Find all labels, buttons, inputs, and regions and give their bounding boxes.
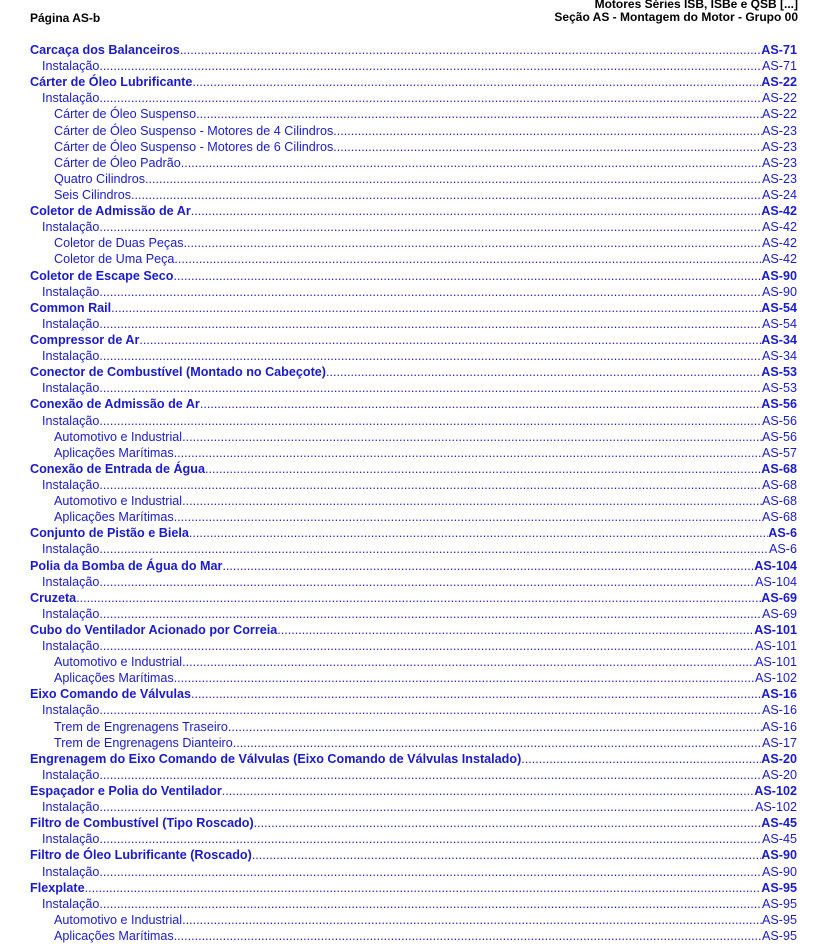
- toc-section-row[interactable]: [30, 590, 797, 606]
- toc-entry-link[interactable]: Filtro de Combustível (Tipo Roscado): [30, 816, 254, 831]
- dot-leader: [333, 139, 762, 155]
- toc-subsection-row[interactable]: [30, 767, 797, 783]
- page-number-link[interactable]: AS-34: [761, 349, 797, 364]
- toc-section-row[interactable]: [30, 42, 797, 58]
- toc-entry-link[interactable]: Aplicações Marítimas: [54, 510, 174, 525]
- page-number-link[interactable]: AS-53: [761, 381, 797, 396]
- toc-subsection-row[interactable]: [30, 477, 797, 493]
- dot-leader: [191, 203, 762, 219]
- toc-item-row[interactable]: [30, 654, 797, 670]
- page-number-link[interactable]: AS-95: [761, 896, 797, 911]
- dot-leader: [99, 638, 755, 654]
- toc-item-row[interactable]: [30, 251, 797, 267]
- toc-item-row[interactable]: [30, 509, 797, 525]
- toc-entry-link[interactable]: Cárter de Óleo Suspenso - Motores de 4 Cilindros: [54, 123, 334, 138]
- toc-section-row[interactable]: [30, 783, 797, 799]
- page-number-link[interactable]: AS-68: [761, 494, 797, 509]
- page-number-link[interactable]: AS-68: [761, 510, 797, 525]
- toc-entry-link[interactable]: Seis Cilindros: [54, 187, 131, 202]
- page-label: Página AS-b: [30, 11, 101, 25]
- dot-leader: [99, 606, 762, 622]
- toc-section-row[interactable]: [30, 74, 797, 90]
- toc-entry-link[interactable]: Cárter de Óleo Lubrificante: [30, 75, 193, 90]
- toc-entry-link[interactable]: Cárter de Óleo Suspenso - Motores de 6 Cilindros: [54, 139, 334, 154]
- toc-entry-link[interactable]: Compressor de Ar: [30, 332, 140, 347]
- page-number-link[interactable]: AS-6: [769, 542, 797, 557]
- toc-subsection-row[interactable]: [30, 284, 797, 300]
- toc-subsection-row[interactable]: [30, 606, 797, 622]
- toc-entry-link[interactable]: Cárter de Óleo Padrão: [54, 155, 181, 170]
- toc-subsection-row[interactable]: [30, 831, 797, 847]
- toc-entry-link[interactable]: Instalação: [42, 284, 100, 299]
- dot-leader: [205, 461, 761, 477]
- toc-entry-link[interactable]: Aplicações Marítimas: [54, 671, 174, 686]
- dot-leader: [99, 799, 755, 815]
- toc-entry-link[interactable]: Cubo do Ventilador Acionado por Correia: [30, 622, 278, 637]
- section-title: Seção AS - Montagem do Motor - Grupo 00: [554, 10, 798, 24]
- dot-leader: [99, 702, 762, 718]
- toc-entry-link[interactable]: Trem de Engrenagens Traseiro: [54, 719, 228, 734]
- dot-leader: [182, 429, 762, 445]
- toc-item-row[interactable]: [30, 171, 797, 187]
- dot-leader: [99, 896, 762, 912]
- dot-leader: [145, 171, 762, 187]
- dot-leader: [76, 590, 761, 606]
- toc-entry-link[interactable]: Instalação: [42, 542, 100, 557]
- page-number-link[interactable]: AS-102: [754, 671, 797, 686]
- page-number-link[interactable]: AS-56: [761, 397, 797, 412]
- dot-leader: [99, 380, 762, 396]
- toc-section-row[interactable]: [30, 558, 797, 574]
- toc-section-row[interactable]: [30, 461, 797, 477]
- toc-entry-link[interactable]: Cárter de Óleo Suspenso: [54, 107, 197, 122]
- toc-subsection-row[interactable]: [30, 90, 797, 106]
- dot-leader: [99, 574, 755, 590]
- page-number-link[interactable]: AS-57: [761, 445, 797, 460]
- toc-entry-link[interactable]: Aplicações Marítimas: [54, 929, 174, 944]
- dot-leader: [252, 847, 761, 863]
- page-number-link[interactable]: AS-23: [761, 155, 797, 170]
- toc-item-row[interactable]: [30, 912, 797, 928]
- page-number-link[interactable]: AS-90: [761, 848, 797, 863]
- toc-entry-link[interactable]: Instalação: [42, 220, 100, 235]
- dot-leader: [111, 300, 761, 316]
- toc-entry-link[interactable]: Common Rail: [30, 300, 112, 315]
- page-number-link[interactable]: AS-22: [761, 107, 797, 122]
- toc-entry-link[interactable]: Filtro de Óleo Lubrificante (Roscado): [30, 848, 252, 863]
- page-number-link[interactable]: AS-102: [754, 784, 797, 799]
- dot-leader: [521, 751, 761, 767]
- dot-leader: [181, 155, 762, 171]
- toc-section-row[interactable]: [30, 300, 797, 316]
- dot-leader: [182, 654, 755, 670]
- toc-entry-link[interactable]: Flexplate: [30, 880, 85, 895]
- page-number-link[interactable]: AS-95: [761, 929, 797, 944]
- toc-subsection-row[interactable]: [30, 896, 797, 912]
- page-number-link[interactable]: AS-6: [768, 526, 797, 541]
- dot-leader: [174, 445, 762, 461]
- toc-item-row[interactable]: [30, 187, 797, 203]
- page-number-link[interactable]: AS-102: [754, 800, 797, 815]
- dot-leader: [99, 219, 762, 235]
- toc-section-row[interactable]: [30, 332, 797, 348]
- toc-section-row[interactable]: [30, 880, 797, 896]
- dot-leader: [182, 912, 762, 928]
- dot-leader: [99, 316, 762, 332]
- toc-entry-link[interactable]: Quatro Cilindros: [54, 171, 145, 186]
- dot-leader: [180, 42, 761, 58]
- toc-item-row[interactable]: [30, 123, 797, 139]
- dot-leader: [184, 235, 762, 251]
- dot-leader: [191, 686, 761, 702]
- page-number-link[interactable]: AS-23: [761, 123, 797, 138]
- toc-entry-link[interactable]: Instalação: [42, 413, 100, 428]
- page-number-link[interactable]: AS-20: [761, 767, 797, 782]
- page-number-link[interactable]: AS-90: [761, 268, 797, 283]
- dot-leader: [254, 815, 762, 831]
- dot-leader: [189, 525, 768, 541]
- page-number-link[interactable]: AS-71: [761, 59, 797, 74]
- toc-entry-link[interactable]: Polia da Bomba de Água do Mar: [30, 558, 223, 573]
- dot-leader: [182, 493, 762, 509]
- page-number-link[interactable]: AS-45: [761, 832, 797, 847]
- dot-leader: [277, 622, 754, 638]
- manual-title: Motores Séries ISB, ISBe e QSB [...]: [594, 0, 798, 11]
- page-number-link[interactable]: AS-104: [754, 574, 797, 589]
- toc-entry-link[interactable]: Instalação: [42, 59, 100, 74]
- toc-subsection-row[interactable]: [30, 219, 797, 235]
- page-number-link[interactable]: AS-24: [761, 187, 797, 202]
- toc-subsection-row[interactable]: [30, 864, 797, 880]
- toc-subsection-row[interactable]: [30, 413, 797, 429]
- toc-entry-link[interactable]: Coletor de Escape Seco: [30, 268, 174, 283]
- table-of-contents: [30, 42, 797, 944]
- dot-leader: [333, 123, 762, 139]
- toc-entry-link[interactable]: Instalação: [42, 864, 100, 879]
- toc-entry-link[interactable]: Conector de Combustível (Montado no Cabeçote): [30, 365, 326, 380]
- toc-section-row[interactable]: [30, 525, 797, 541]
- toc-entry-link[interactable]: Automotivo e Industrial: [54, 912, 183, 927]
- toc-item-row[interactable]: [30, 155, 797, 171]
- toc-item-row[interactable]: [30, 445, 797, 461]
- dot-leader: [99, 541, 769, 557]
- page-number-link[interactable]: AS-20: [761, 751, 797, 766]
- page-number-link[interactable]: AS-34: [761, 332, 797, 347]
- dot-leader: [99, 58, 762, 74]
- dot-leader: [99, 90, 762, 106]
- page-number-link[interactable]: AS-16: [761, 719, 797, 734]
- toc-entry-link[interactable]: Instalação: [42, 639, 100, 654]
- toc-subsection-row[interactable]: [30, 58, 797, 74]
- dot-leader: [99, 348, 762, 364]
- toc-entry-link[interactable]: Automotivo e Industrial: [54, 429, 183, 444]
- page-number-link[interactable]: AS-90: [761, 864, 797, 879]
- toc-entry-link[interactable]: Instalação: [42, 574, 100, 589]
- page-number-link[interactable]: AS-54: [761, 316, 797, 331]
- toc-entry-link[interactable]: Instalação: [42, 91, 100, 106]
- dot-leader: [99, 477, 762, 493]
- page-number-link[interactable]: AS-69: [761, 606, 797, 621]
- toc-entry-link[interactable]: Automotivo e Industrial: [54, 494, 183, 509]
- page-number-link[interactable]: AS-104: [754, 558, 797, 573]
- toc-entry-link[interactable]: Conexão de Entrada de Água: [30, 461, 205, 476]
- page-number-link[interactable]: AS-95: [761, 912, 797, 927]
- page-number-link[interactable]: AS-56: [761, 413, 797, 428]
- toc-entry-link[interactable]: Engrenagem do Eixo Comando de Válvulas (Eixo Comando de Válvulas Instalado): [30, 751, 522, 766]
- toc-entry-link[interactable]: Cruzeta: [30, 590, 77, 605]
- page-number-link[interactable]: AS-23: [761, 171, 797, 186]
- toc-item-row[interactable]: [30, 719, 797, 735]
- toc-section-row[interactable]: [30, 847, 797, 863]
- page-number-link[interactable]: AS-42: [761, 236, 797, 251]
- dot-leader: [222, 558, 754, 574]
- toc-section-row[interactable]: [30, 364, 797, 380]
- dot-leader: [228, 719, 762, 735]
- toc-entry-link[interactable]: Instalação: [42, 767, 100, 782]
- page-header: [0, 0, 826, 30]
- toc-section-row[interactable]: [30, 751, 797, 767]
- toc-subsection-row[interactable]: [30, 638, 797, 654]
- dot-leader: [99, 767, 762, 783]
- page-number-link[interactable]: AS-45: [761, 816, 797, 831]
- toc-entry-link[interactable]: Instalação: [42, 606, 100, 621]
- toc-section-row[interactable]: [30, 815, 797, 831]
- toc-section-row[interactable]: [30, 268, 797, 284]
- dot-leader: [196, 106, 762, 122]
- toc-section-row[interactable]: [30, 622, 797, 638]
- toc-entry-link[interactable]: Trem de Engrenagens Dianteiro: [54, 735, 233, 750]
- toc-entry-link[interactable]: Carcaça dos Balanceiros: [30, 43, 180, 57]
- dot-leader: [173, 268, 761, 284]
- dot-leader: [99, 864, 762, 880]
- toc-entry-link[interactable]: Eixo Comando de Válvulas: [30, 687, 191, 702]
- page-number-link[interactable]: AS-101: [754, 655, 797, 670]
- toc-item-row[interactable]: [30, 670, 797, 686]
- page-number-link[interactable]: AS-16: [761, 687, 797, 702]
- page-number-link[interactable]: AS-22: [761, 75, 797, 90]
- page-number-link[interactable]: AS-68: [761, 461, 797, 476]
- toc-entry-link[interactable]: Coletor de Duas Peças: [54, 236, 184, 251]
- toc-item-row[interactable]: [30, 235, 797, 251]
- toc-entry-link[interactable]: Instalação: [42, 896, 100, 911]
- page-number-link[interactable]: AS-42: [761, 252, 797, 267]
- page-number-link[interactable]: AS-90: [761, 284, 797, 299]
- page-number-link[interactable]: AS-68: [761, 477, 797, 492]
- dot-leader: [85, 880, 762, 896]
- dot-leader: [174, 251, 762, 267]
- dot-leader: [174, 670, 755, 686]
- toc-subsection-row[interactable]: [30, 702, 797, 718]
- page-number-link[interactable]: AS-23: [761, 139, 797, 154]
- dot-leader: [174, 928, 762, 944]
- toc-item-row[interactable]: [30, 139, 797, 155]
- toc-entry-link[interactable]: Instalação: [42, 349, 100, 364]
- page-number-link[interactable]: AS-95: [761, 880, 797, 895]
- page-number-link[interactable]: AS-54: [761, 300, 797, 315]
- page-number-link[interactable]: AS-56: [761, 429, 797, 444]
- toc-item-row[interactable]: [30, 429, 797, 445]
- toc-item-row[interactable]: [30, 735, 797, 751]
- page-number-link[interactable]: AS-53: [761, 365, 797, 380]
- page-number-link[interactable]: AS-69: [761, 590, 797, 605]
- toc-section-row[interactable]: [30, 203, 797, 219]
- page-number-link[interactable]: AS-22: [761, 91, 797, 106]
- toc-entry-link[interactable]: Instalação: [42, 381, 100, 396]
- toc-subsection-row[interactable]: [30, 799, 797, 815]
- page-number-link[interactable]: AS-42: [761, 204, 797, 219]
- toc-entry-link[interactable]: Conexão de Admissão de Ar: [30, 397, 200, 412]
- toc-entry-link[interactable]: Instalação: [42, 316, 100, 331]
- dot-leader: [99, 831, 762, 847]
- toc-entry-link[interactable]: Instalação: [42, 477, 100, 492]
- toc-entry-link[interactable]: Coletor de Uma Peça: [54, 252, 175, 267]
- dot-leader: [99, 284, 762, 300]
- page-number-link[interactable]: AS-17: [761, 735, 797, 750]
- page-number-link[interactable]: AS-16: [761, 703, 797, 718]
- dot-leader: [139, 332, 761, 348]
- toc-subsection-row[interactable]: [30, 316, 797, 332]
- dot-leader: [222, 783, 755, 799]
- toc-entry-link[interactable]: Coletor de Admissão de Ar: [30, 204, 191, 219]
- toc-section-row[interactable]: [30, 396, 797, 412]
- page-number-link[interactable]: AS-71: [761, 43, 797, 57]
- toc-entry-link[interactable]: Aplicações Marítimas: [54, 445, 174, 460]
- page-number-link[interactable]: AS-101: [754, 622, 797, 637]
- toc-entry-link[interactable]: Instalação: [42, 703, 100, 718]
- dot-leader: [233, 735, 762, 751]
- toc-item-row[interactable]: [30, 928, 797, 944]
- toc-subsection-row[interactable]: [30, 348, 797, 364]
- dot-leader: [131, 187, 762, 203]
- toc-entry-link[interactable]: Instalação: [42, 800, 100, 815]
- dot-leader: [326, 364, 761, 380]
- toc-subsection-row[interactable]: [30, 574, 797, 590]
- dot-leader: [174, 509, 762, 525]
- page-number-link[interactable]: AS-101: [754, 639, 797, 654]
- toc-entry-link[interactable]: Instalação: [42, 832, 100, 847]
- toc-entry-link[interactable]: Espaçador e Polia do Ventilador: [30, 784, 222, 799]
- dot-leader: [99, 413, 762, 429]
- page-number-link[interactable]: AS-42: [761, 220, 797, 235]
- toc-section-row[interactable]: [30, 686, 797, 702]
- toc-subsection-row[interactable]: [30, 541, 797, 557]
- toc-item-row[interactable]: [30, 106, 797, 122]
- toc-entry-link[interactable]: Automotivo e Industrial: [54, 655, 183, 670]
- dot-leader: [192, 74, 761, 90]
- toc-entry-link[interactable]: Conjunto de Pistão e Biela: [30, 526, 189, 541]
- toc-subsection-row[interactable]: [30, 380, 797, 396]
- toc-item-row[interactable]: [30, 493, 797, 509]
- dot-leader: [200, 396, 761, 412]
